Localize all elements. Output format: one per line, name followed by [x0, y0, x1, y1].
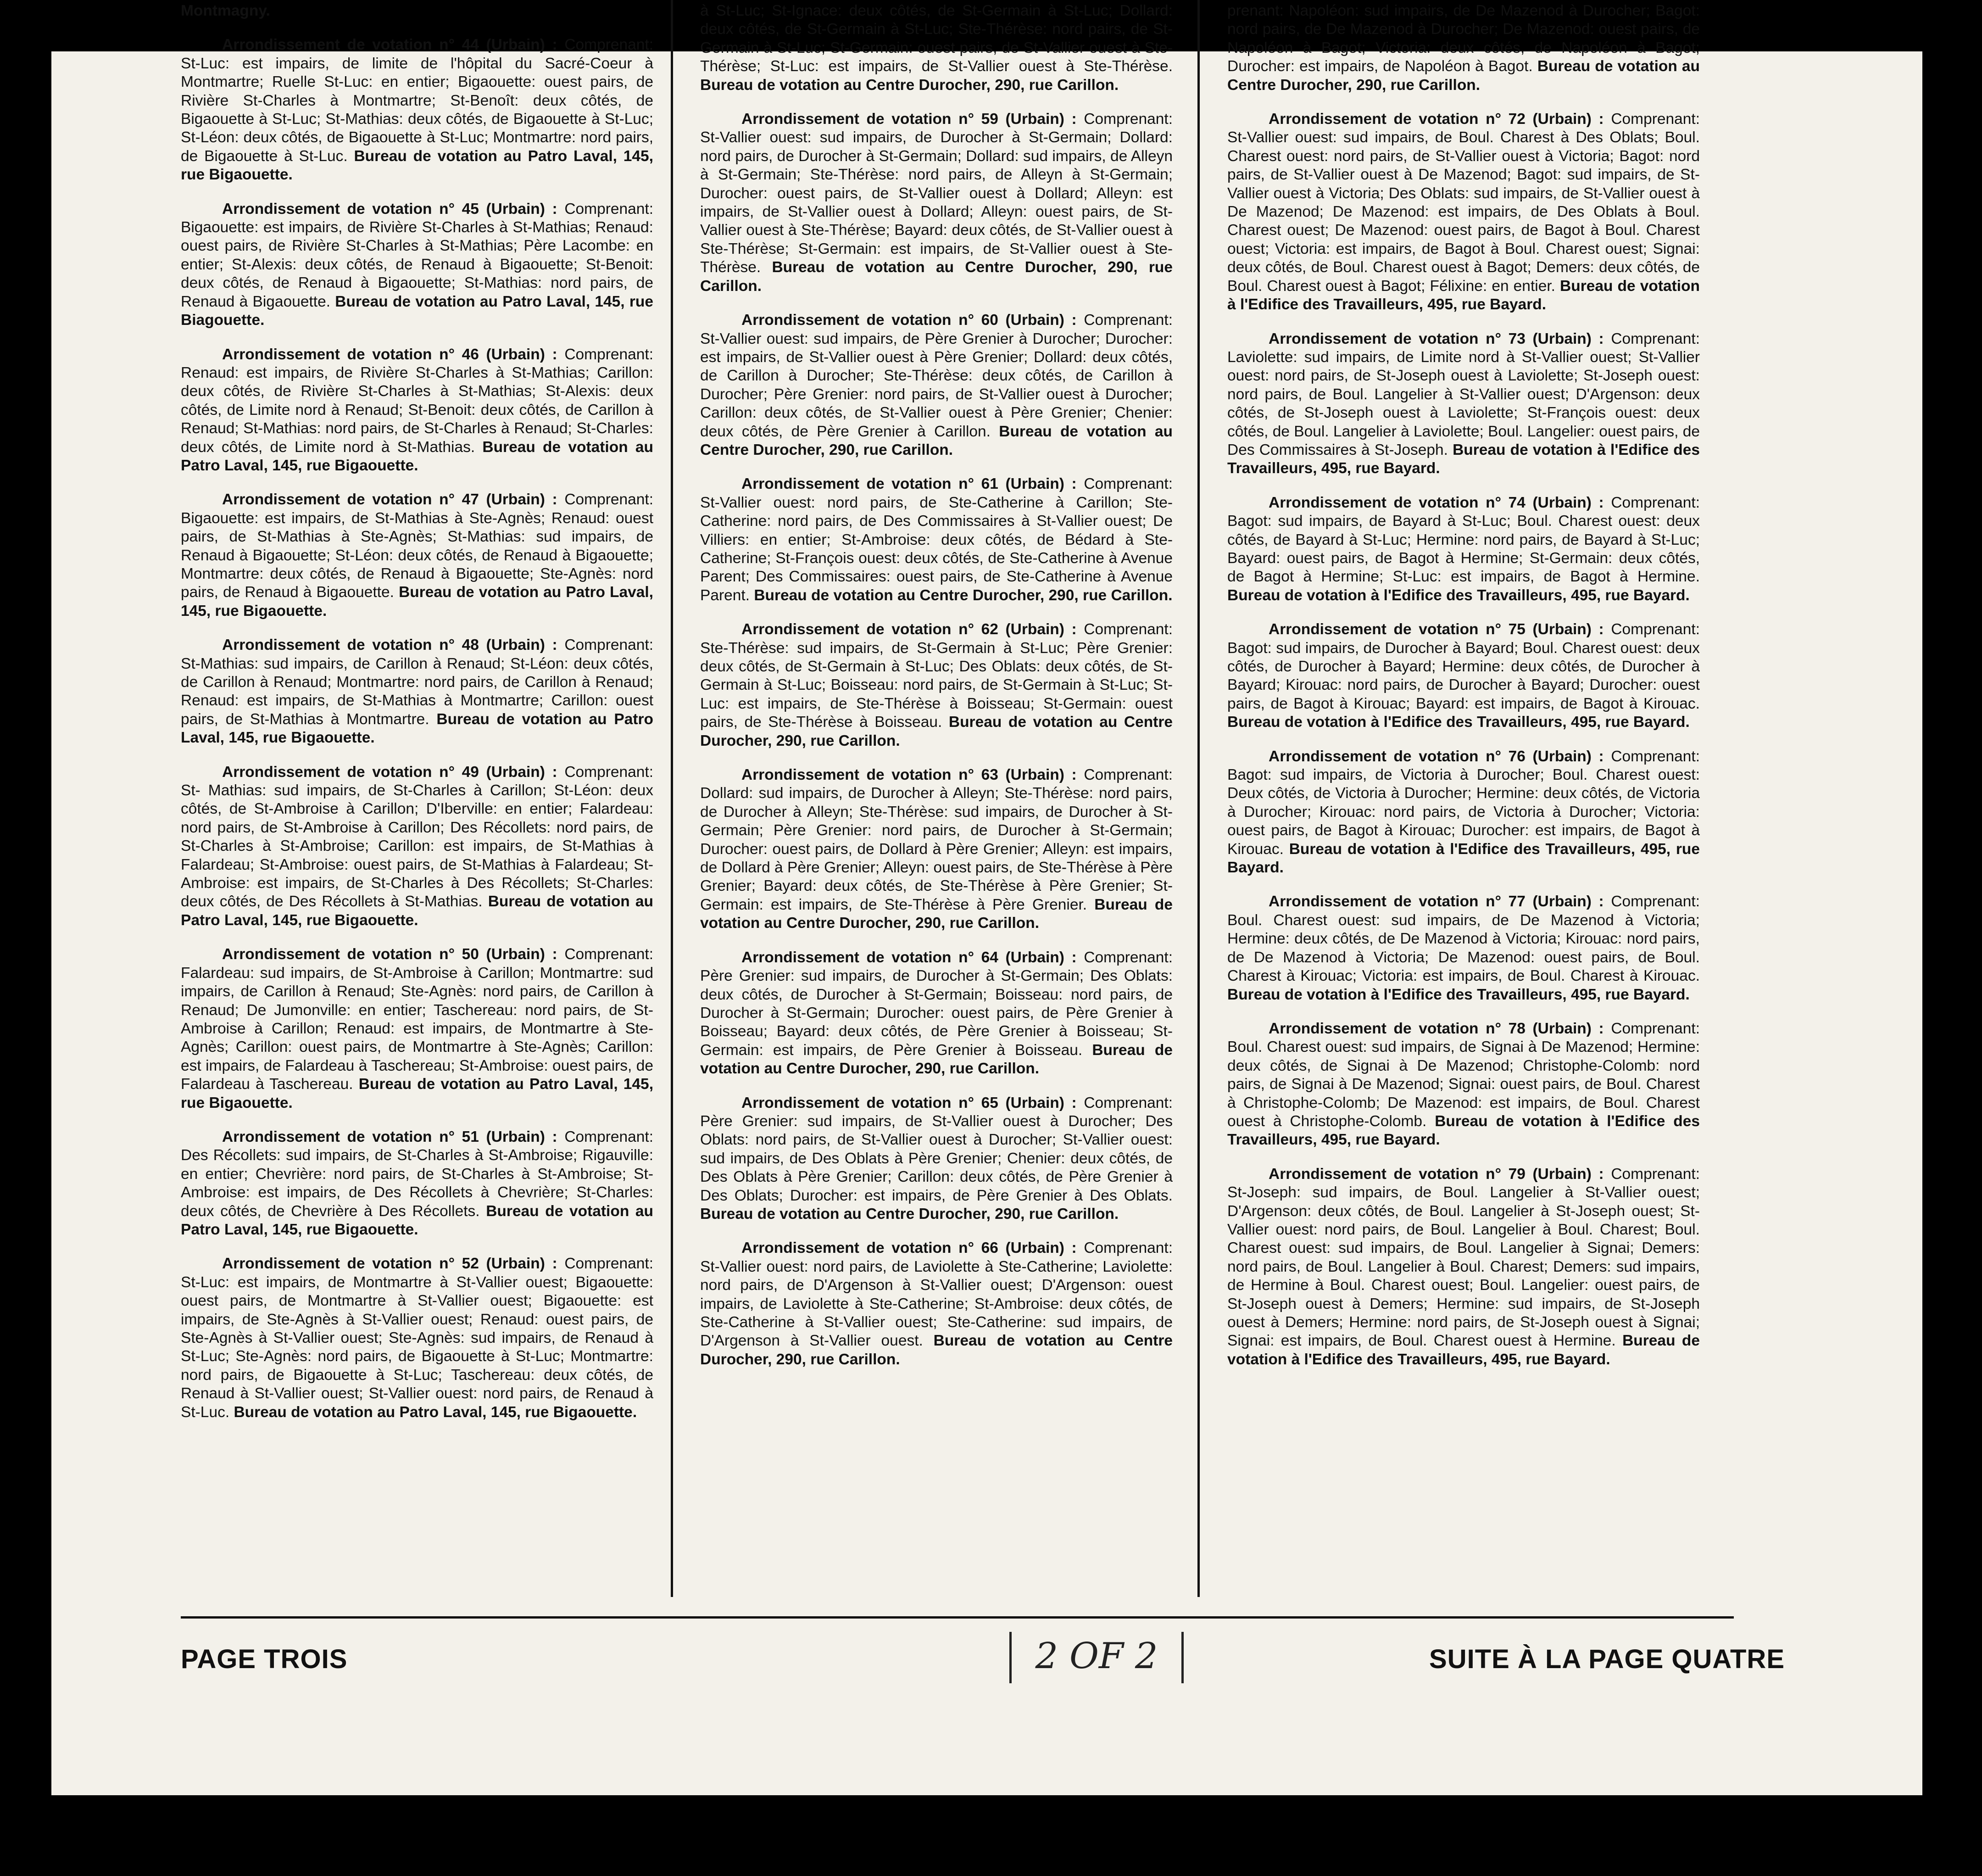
handwritten-stamp — [1009, 1632, 1184, 1683]
entry-bureau: Bureau de votation au Centre Durocher, 290, rue Carillon. — [700, 259, 1173, 295]
entry-heading: Arrondissement de votation n° 61 (Urbain) : — [741, 475, 1077, 493]
footer-rule — [181, 1616, 1734, 1619]
entry-heading: Arrondissement de votation n° 79 (Urbain) : — [1269, 1165, 1604, 1183]
entry-bureau: Bureau de votation à l'Edifice des Travailleurs, 495, rue Bayard. — [1227, 840, 1700, 877]
voting-district-entry — [1227, 110, 1700, 314]
entry-body: Comprenant: St-Vallier ouest: nord pairs, de Laviolette à Ste-Catherine; Laviolette: nord pairs, de D'Argenson à St-Vallier ouest; D'Argenson: ouest impairs, de Laviolette à Ste-Catherine; St-Ambroise: deux côtés, de Ste-Catherine à St-Vallier ouest; Ste-Catherine: sud impairs, de D'Argenson à St-Vallier ouest. — [700, 1240, 1173, 1350]
column-divider — [671, 0, 673, 1597]
column-divider — [1197, 0, 1200, 1597]
voting-district-entry — [700, 311, 1173, 459]
entry-bureau: Bureau de votation au Patro Laval, 145, rue Bigaouette. — [181, 438, 653, 474]
entry-body: Comprenant: St-Luc: est impairs, de limite de l'hôpital du Sacré-Coeur à Montmartre; Ruelle St-Luc: en entier; Bigaouette: ouest pairs, de Rivière St-Charles à Montmartre; St-Benoît: deux côtés, de Bigaouette à St-Luc; St-Mathias: deux côtés, de Bigaouette à St-Luc; St-Léon: deux côtés, de Bigaouette à St-Luc; Montmartre: nord pairs, de Bigaouette à St-Luc. — [181, 36, 653, 165]
entry-heading: Arrondissement de votation n° 73 (Urbain) : — [1269, 330, 1604, 347]
entry-body: Comprenant: Bagot: sud impairs, de Bayard à St-Luc; Boul. Charest ouest: deux côtés, de Bayard à St-Luc; Hermine: nord pairs, de Bayard à St-Luc; Bayard: ouest pairs, de Bagot à Hermine; St-Germain: deux côtés, de Bagot à Hermine; St-Luc: est impairs, de Bagot à Hermine. — [1227, 494, 1700, 586]
entry-bureau: Bureau de votation au Centre Durocher, 290, rue Carillon. — [700, 1332, 1173, 1368]
entry-heading: Arrondissement de votation n° 78 (Urbain) : — [1269, 1020, 1604, 1037]
entry-bureau: Bureau de votation au Patro Laval, 145, rue Bigaouette. — [181, 710, 653, 747]
voting-district-entry — [700, 949, 1173, 1078]
entry-body: Comprenant: St-Joseph: sud impairs, de Boul. Langelier à St-Vallier ouest; D'Argenson: deux côtés, de Boul. Langelier à St-Joseph ouest; St-Vallier ouest: nord pairs, de Boul. Langelier à Boul. Charest; Boul. Charest ouest: sud impairs, de Boul. Langelier à Signai; Demers: nord pairs, de Boul. Langelier à Boul. Charest; Demers: sud impairs, de Hermine à Boul. Charest ouest; Boul. Langelier: ouest pairs, de St-Joseph ouest à Demers; Hermine: sud impairs, de St-Joseph ouest à Demers; Hermine: nord pairs, de St-Joseph ouest à Signai; Signai: est impairs, de Boul. Charest ouest à Hermine. — [1227, 1165, 1700, 1350]
voting-district-entry — [181, 1128, 653, 1239]
continued-entry — [1227, 2, 1700, 95]
entry-bureau: Bureau de votation à l'Edifice des Travailleurs, 495, rue Bayard. — [1227, 714, 1690, 731]
entries-list — [181, 36, 653, 1422]
entry-body: Comprenant: St-Vallier ouest: nord pairs, de Ste-Catherine à Carillon; Ste-Catherine: nord pairs, de Des Commissaires à St-Vallier ouest; De Villiers: en entier; St-Ambroise: deux côtés, de Bédard à Ste-Catherine; St-François ouest: deux côtés, de Ste-Catherine à Avenue Parent; Des Commissaires: ouest pairs, de Ste-Catherine à Avenue Parent. — [700, 475, 1173, 604]
entry-bureau: Bureau de votation à l'Edifice des Travailleurs, 495, rue Bayard. — [1227, 441, 1700, 477]
entry-bureau: Bureau de votation au Centre Durocher, 290, rue Carillon. — [700, 423, 1173, 458]
entry-body: Comprenant: Boul. Charest ouest: sud impairs, de Signai à De Mazenod; Hermine: deux côtés, de Signai à De Mazenod; Christophe-Colomb: nord pairs, de Signai à De Mazenod; Signai: ouest pairs, de Boul. Charest à Christophe-Colomb; De Mazenod: est impairs, de Boul. Charest ouest à Christophe-Colomb. — [1227, 1020, 1700, 1130]
voting-district-entry — [700, 475, 1173, 605]
entry-heading: Arrondissement de votation n° 52 (Urbain) : — [222, 1255, 557, 1273]
entry-heading: Arrondissement de votation n° 76 (Urbain) : — [1269, 748, 1604, 765]
entry-heading: Arrondissement de votation n° 60 (Urbain) : — [741, 312, 1077, 329]
column-lead: Montmagny. — [181, 2, 270, 19]
entry-bureau: Bureau de votation à l'Edifice des Travailleurs, 495, rue Bayard. — [1227, 586, 1690, 604]
voting-district-entry — [181, 491, 653, 620]
voting-district-entry — [181, 200, 653, 330]
entry-bureau: Bureau de votation au Centre Durocher, 290, rue Carillon. — [700, 896, 1173, 932]
entry-body: Comprenant: St-Vallier ouest: sud impairs, de Boul. Charest à Des Oblats; Boul. Charest ouest: nord pairs, de St-Vallier ouest à Victoria; Bagot: nord pairs, de St-Vallier ouest à De Mazenod; Bagot: sud impairs, de St-Vallier ouest à Victoria; Des Oblats: sud impairs, de St-Vallier ouest à De Mazenod; De Mazenod: est impairs, de Des Oblats à Boul. Charest ouest; De Mazenod: ouest pairs, de Bagot à Boul. Charest ouest; Victoria: est impairs, de Bagot à Boul. Charest ouest; Signai: deux côtés, de Boul. Charest ouest à Bagot; Demers: deux côtés, de Boul. Charest ouest à Bagot; Félixine: en entier. — [1227, 111, 1700, 295]
entry-bureau: Bureau de votation à l'Edifice des Travailleurs, 495, rue Bayard. — [1227, 986, 1690, 1003]
entry-bureau: Bureau de votation au Patro Laval, 145, rue Biagouette. — [181, 293, 653, 329]
entry-body: Comprenant: Renaud: est impairs, de Rivière St-Charles à St-Mathias; Carillon: deux côtés, de Rivière St-Charles à St-Mathias; St-Alexis: deux côtés, de Limite nord à Renaud; St-Benoit: deux côtés, de Carillon à Renaud; St-Mathias: nord pairs, de St-Charles à Renaud; St-Charles: deux côtés, de Limite nord à St-Mathias. — [181, 346, 653, 456]
entry-body: Comprenant: Père Grenier: sud impairs, de Durocher à St-Germain; Des Oblats: deux côtés, de Durocher à St-Germain; Boisseau: nord pairs, de Durocher à St-Germain; Durocher: ouest pairs, de Père Grenier à Boisseau; Bayard: deux côtés, de Père Grenier à Boisseau; St-Germain: est impairs, de Père Grenier à Boisseau. — [700, 949, 1173, 1059]
stamp-text: 2 OF 2 — [1035, 1636, 1158, 1677]
column-3 — [1227, 2, 1700, 1599]
voting-district-entry — [1227, 330, 1700, 478]
entry-body: Comprenant: Dollard: sud impairs, de Durocher à Alleyn; Ste-Thérèse: nord pairs, de Durocher à Alleyn; Ste-Thérèse: sud impairs, de Durocher à St-Germain; Père Grenier: nord pairs, de Durocher à St-Germain; Durocher: ouest pairs, de Dollard à Père Grenier; Alleyn: est impairs, de Dollard à Père Grenier; Alleyn: ouest pairs, de Ste-Thérèse à Père Grenier; Bayard: deux côtés, de Ste-Thérèse à Père Grenier; St-Germain: est impairs, de Ste-Thérèse à Père Grenier. — [700, 766, 1173, 913]
entry-body: Comprenant: Laviolette: sud impairs, de Limite nord à St-Vallier ouest; St-Vallier ouest: nord pairs, de St-Joseph ouest à Laviolette; St-Joseph ouest: nord pairs, de Boul. Langelier à St-Vallier ouest; D'Argenson: deux côtés, de St-Joseph ouest à Laviolette; St-François ouest: deux côtés, de Boul. Langelier à Laviolette; Boul. Langelier: ouest pairs, de Des Commissaires à St-Joseph. — [1227, 330, 1700, 458]
entry-body: Comprenant: Des Récollets: sud impairs, de St-Charles à St-Ambroise; Rigauville: en entier; Chevrière: nord pairs, de St-Charles à St-Ambroise; St-Ambroise: est impairs, de Des Récollets à Chevrière; St-Charles: deux côtés, de Chevrière à Des Récollets. — [181, 1128, 653, 1220]
page-label: PAGE TROIS — [181, 1644, 348, 1674]
voting-district-entry — [1227, 893, 1700, 1004]
entry-body: Comprenant: St-Vallier ouest: sud impairs, de Père Grenier à Durocher; Durocher: est impairs, de St-Vallier ouest à Père Grenier; Dollard: deux côtés, de Carillon à Durocher; Ste-Thérèse: deux côtés, de Carillon à Durocher; Père Grenier: nord pairs, de St-Vallier ouest à Durocher; Carillon: deux côtés, de St-Vallier ouest à Père Grenier; Chenier: deux côtés, de Père Grenier à Carillon. — [700, 312, 1173, 440]
continued-bureau: Bureau de votation au Centre Durocher, 290, rue Carillon. — [1227, 58, 1700, 94]
voting-district-entry — [1227, 1165, 1700, 1369]
entry-body: Comprenant: Ste-Thérèse: sud impairs, de St-Germain à St-Luc; Père Grenier: deux côtés, de St-Germain à St-Luc; Des Oblats: deux côtés, de St-Germain à St-Luc; Boisseau: nord pairs, de St-Germain à St-Luc; St-Luc: est impairs, de Ste-Thérèse à Boisseau; St-Germain: ouest pairs, de Ste-Thérèse à Boisseau. — [700, 621, 1173, 731]
entry-bureau: Bureau de votation au Centre Durocher, 290, rue Carillon. — [700, 714, 1173, 749]
voting-district-entry — [181, 1255, 653, 1422]
voting-district-entry — [700, 766, 1173, 933]
entry-bureau: Bureau de votation à l'Edifice des Travailleurs, 495, rue Bayard. — [1227, 277, 1700, 313]
entry-heading: Arrondissement de votation n° 51 (Urbain) : — [222, 1128, 557, 1145]
entry-bureau: Bureau de votation au Centre Durocher, 290, rue Carillon. — [754, 586, 1173, 604]
entry-body: Comprenant: Bagot: sud impairs, de Durocher à Bayard; Boul. Charest ouest: deux côtés, de Durocher à Bayard; Hermine: deux côtés, de Durocher à Bayard; Kirouac: nord pairs, de Durocher à Bayard; Durocher: ouest pairs, de Bagot à Kirouac; Bayard: est impairs, de Bagot à Kirouac. — [1227, 621, 1700, 712]
entry-body: Comprenant: Père Grenier: sud impairs, de St-Vallier ouest à Durocher; Des Oblats: nord pairs, de St-Vallier ouest à Durocher; St-Vallier ouest: sud impairs, de Des Oblats à Père Grenier; Chenier: deux côtés, de Des Oblats à Père Grenier; Carillon: deux côtés, de Père Grenier à Des Oblats; Durocher: est impairs, de Père Grenier à Des Oblats. — [700, 1094, 1173, 1204]
entry-body: Comprenant: Bigaouette: est impairs, de Rivière St-Charles à St-Mathias; Renaud: ouest pairs, de Rivière St-Charles à St-Mathias; Père Lacombe: en entier; St-Alexis: deux côtés, de Renaud à Bigaouette; St-Benoit: deux côtés, de Renaud à Bigaouette; St-Mathias: nord pairs, de Renaud à Bigaouette. — [181, 200, 653, 310]
voting-district-entry — [181, 36, 653, 184]
column-1 — [181, 2, 653, 1599]
entry-bureau: Bureau de votation au Patro Laval, 145, rue Bigaouette. — [181, 147, 653, 184]
entry-heading: Arrondissement de votation n° 66 (Urbain) : — [741, 1240, 1077, 1257]
entry-bureau: Bureau de votation au Patro Laval, 145, rue Bigaouette. — [181, 1076, 653, 1111]
voting-district-entry — [1227, 620, 1700, 731]
voting-district-entry — [700, 1094, 1173, 1224]
continued-body: prenant: Napoléon: sud impairs, de De Mazenod à Durocher; Bagot: nord pairs, de De Mazenod à Durocher; De Mazenod: ouest pairs, de Napoléon à Bagot; Victoria: deux côtés, de Napoléon à Bagot; Durocher: est impairs, de Napoléon à Bagot. — [1227, 2, 1700, 75]
stamp-bar-left — [1009, 1632, 1012, 1683]
voting-district-entry — [181, 945, 653, 1112]
entry-heading: Arrondissement de votation n° 64 (Urbain) : — [741, 949, 1077, 966]
entry-body: Comprenant: St-Vallier ouest: sud impairs, de Durocher à St-Germain; Dollard: nord pairs, de Durocher à St-Germain; Dollard: sud impairs, de Alleyn à St-Germain; Ste-Thérèse: nord pairs, de Alleyn à St-Germain; Durocher: ouest pairs, de St-Vallier ouest à Dollard; Alleyn: est impairs, de St-Vallier ouest à Dollard; Alleyn: ouest pairs, de St-Vallier ouest à Ste-Thérèse; Bayard: deux côtés, de St-Vallier ouest à Ste-Thérèse; St-Germain: est impairs, de St-Vallier ouest à Ste-Thérèse. — [700, 111, 1173, 276]
entry-heading: Arrondissement de votation n° 62 (Urbain) : — [741, 621, 1077, 638]
entry-heading: Arrondissement de votation n° 75 (Urbain) : — [1269, 621, 1604, 638]
voting-district-entry — [700, 1239, 1173, 1369]
entry-bureau: Bureau de votation à l'Edifice des Travailleurs, 495, rue Bayard. — [1227, 1332, 1700, 1368]
entry-heading: Arrondissement de votation n° 65 (Urbain) : — [741, 1094, 1077, 1111]
continued-label: SUITE À LA PAGE QUATRE — [1429, 1644, 1785, 1674]
entry-bureau: Bureau de votation à l'Edifice des Travailleurs, 495, rue Bayard. — [1227, 1112, 1700, 1149]
voting-district-entry — [181, 636, 653, 747]
continued-entry — [700, 2, 1173, 95]
entry-body: Comprenant: St-Mathias: sud impairs, de Carillon à Renaud; St-Léon: deux côtés, de Carillon à Renaud; Montmartre: nord pairs, de Carillon à Renaud; Renaud: est impairs, de St-Mathias à Montmartre; Carillon: ouest pairs, de St-Mathias à Montmartre. — [181, 636, 653, 728]
entry-body: Comprenant: Bagot: sud impairs, de Victoria à Durocher; Boul. Charest ouest: Deux côtés, de Victoria à Durocher; Hermine: deux côtés, de Victoria à Durocher; Kirouac: nord pairs, de Victoria à Durocher; Victoria: ouest pairs, de Bagot à Kirouac; Durocher: est impairs, de Bagot à Kirouac. — [1227, 748, 1700, 858]
entry-body: Comprenant: Boul. Charest ouest: sud impairs, de De Mazenod à Victoria; Hermine: deux côtés, de De Mazenod à Victoria; Kirouac: nord pairs, de De Mazenod à Victoria; De Mazenod: ouest pairs, de Boul. Charest à Kirouac; Victoria: est impairs, de Boul. Charest à Kirouac. — [1227, 893, 1700, 985]
continued-body: à St-Luc; St-Ignace: deux côtés, de St-Germain à St-Luc; Dollard: deux côtés, de St-Germain à St-Luc; Ste-Thérèse: nord pairs, de St-Germain à St-Luc; St-Germain: ouest pairs, de St-Vallier ouest à Ste-Thérèse; St-Luc: est impairs, de St-Vallier ouest à Ste-Thérèse. — [700, 2, 1173, 75]
entry-heading: Arrondissement de votation n° 74 (Urbain) : — [1269, 494, 1604, 511]
continued-bureau: Bureau de votation au Centre Durocher, 290, rue Carillon. — [700, 76, 1119, 94]
column-2 — [700, 2, 1173, 1599]
voting-district-entry — [1227, 494, 1700, 605]
entry-bureau: Bureau de votation au Patro Laval, 145, rue Bigaouette. — [234, 1403, 637, 1421]
entry-bureau: Bureau de votation au Centre Durocher, 290, rue Carillon. — [700, 1205, 1119, 1223]
entry-body: Comprenant: Falardeau: sud impairs, de St-Ambroise à Carillon; Montmartre: sud impairs, de Carillon à Renaud; Ste-Agnès: nord pairs, de Carillon à Renaud; De Jumonville: en entier; Taschereau: nord pairs, de St-Ambroise à Carillon; Renaud: est impairs, de Montmartre à Ste-Agnès; Carillon: ouest pairs, de Montmartre à Ste-Agnès; Carillon: est impairs, de Falardeau à Taschereau; St-Ambroise: ouest pairs, de Falardeau à Taschereau. — [181, 946, 653, 1093]
entry-heading: Arrondissement de votation n° 72 (Urbain) : — [1269, 111, 1604, 128]
entry-heading: Arrondissement de votation n° 47 (Urbain) : — [222, 491, 557, 508]
voting-district-entry — [700, 110, 1173, 296]
entry-body: Comprenant: St-Luc: est impairs, de Montmartre à St-Vallier ouest; Bigaouette: ouest pairs, de Montmartre à St-Vallier ouest; Bigaouette: est impairs, de Ste-Agnès à St-Vallier ouest; Renaud: ouest pairs, de Ste-Agnès à St-Vallier ouest; Ste-Agnès: sud impairs, de Renaud à St-Luc; Ste-Agnès: nord pairs, de Bigaouette à St-Luc; Montmartre: nord pairs, de Bigaouette à St-Luc; Taschereau: deux côtés, de Renaud à St-Vallier ouest; St-Vallier ouest: nord pairs, de Renaud à St-Luc. — [181, 1255, 653, 1421]
entry-heading: Arrondissement de votation n° 63 (Urbain) : — [741, 766, 1077, 784]
entry-heading: Arrondissement de votation n° 77 (Urbain) : — [1269, 893, 1604, 910]
entry-heading: Arrondissement de votation n° 45 (Urbain) : — [222, 200, 557, 218]
entries-list — [1227, 110, 1700, 1369]
entry-heading: Arrondissement de votation n° 46 (Urbain) : — [222, 346, 557, 363]
entry-body: Comprenant: St- Mathias: sud impairs, de St-Charles à Carillon; St-Léon: deux côtés, de St-Ambroise à Carillon; D'Iberville: en entier; Falardeau: nord pairs, de St-Ambroise à Carillon; Des Récollets: nord pairs, de St-Charles à St-Ambroise; Carillon: est impairs, de St-Mathias à Falardeau; St-Ambroise: ouest pairs, de St-Mathias à Falardeau; St-Ambroise: est impairs, de St-Charles à Des Récollets; St-Charles: deux côtés, de Des Récollets à St-Mathias. — [181, 763, 653, 910]
entry-bureau: Bureau de votation au Patro Laval, 145, rue Bigaouette. — [181, 584, 653, 620]
entry-heading: Arrondissement de votation n° 49 (Urbain) : — [222, 763, 557, 781]
entry-heading: Arrondissement de votation n° 44 (Urbain) : — [222, 36, 557, 54]
entry-body: Comprenant: Bigaouette: est impairs, de St-Mathias à Ste-Agnès; Renaud: ouest pairs, de St-Mathias à Ste-Agnès; St-Mathias: sud impairs, de Renaud à Bigaouette; St-Léon: deux côtés, de Renaud à Bigaouette; Montmartre: deux côtés, de Renaud à Bigaouette; Ste-Agnès: nord pairs, de Renaud à Bigaouette. — [181, 491, 653, 601]
voting-district-entry — [181, 763, 653, 930]
voting-district-entry — [1227, 748, 1700, 877]
entries-list — [700, 110, 1173, 1369]
entry-bureau: Bureau de votation au Patro Laval, 145, rue Bigaouette. — [181, 1202, 653, 1238]
entry-heading: Arrondissement de votation n° 59 (Urbain) : — [741, 111, 1077, 128]
entry-bureau: Bureau de votation au Centre Durocher, 290, rue Carillon. — [700, 1041, 1173, 1078]
voting-district-entry — [181, 346, 653, 475]
entry-heading: Arrondissement de votation n° 48 (Urbain) : — [222, 636, 557, 654]
entry-bureau: Bureau de votation au Patro Laval, 145, rue Bigaouette. — [181, 893, 653, 929]
stamp-bar-right — [1181, 1632, 1184, 1683]
voting-district-entry — [1227, 1020, 1700, 1150]
voting-district-entry — [700, 620, 1173, 750]
entry-heading: Arrondissement de votation n° 50 (Urbain) : — [222, 946, 557, 963]
